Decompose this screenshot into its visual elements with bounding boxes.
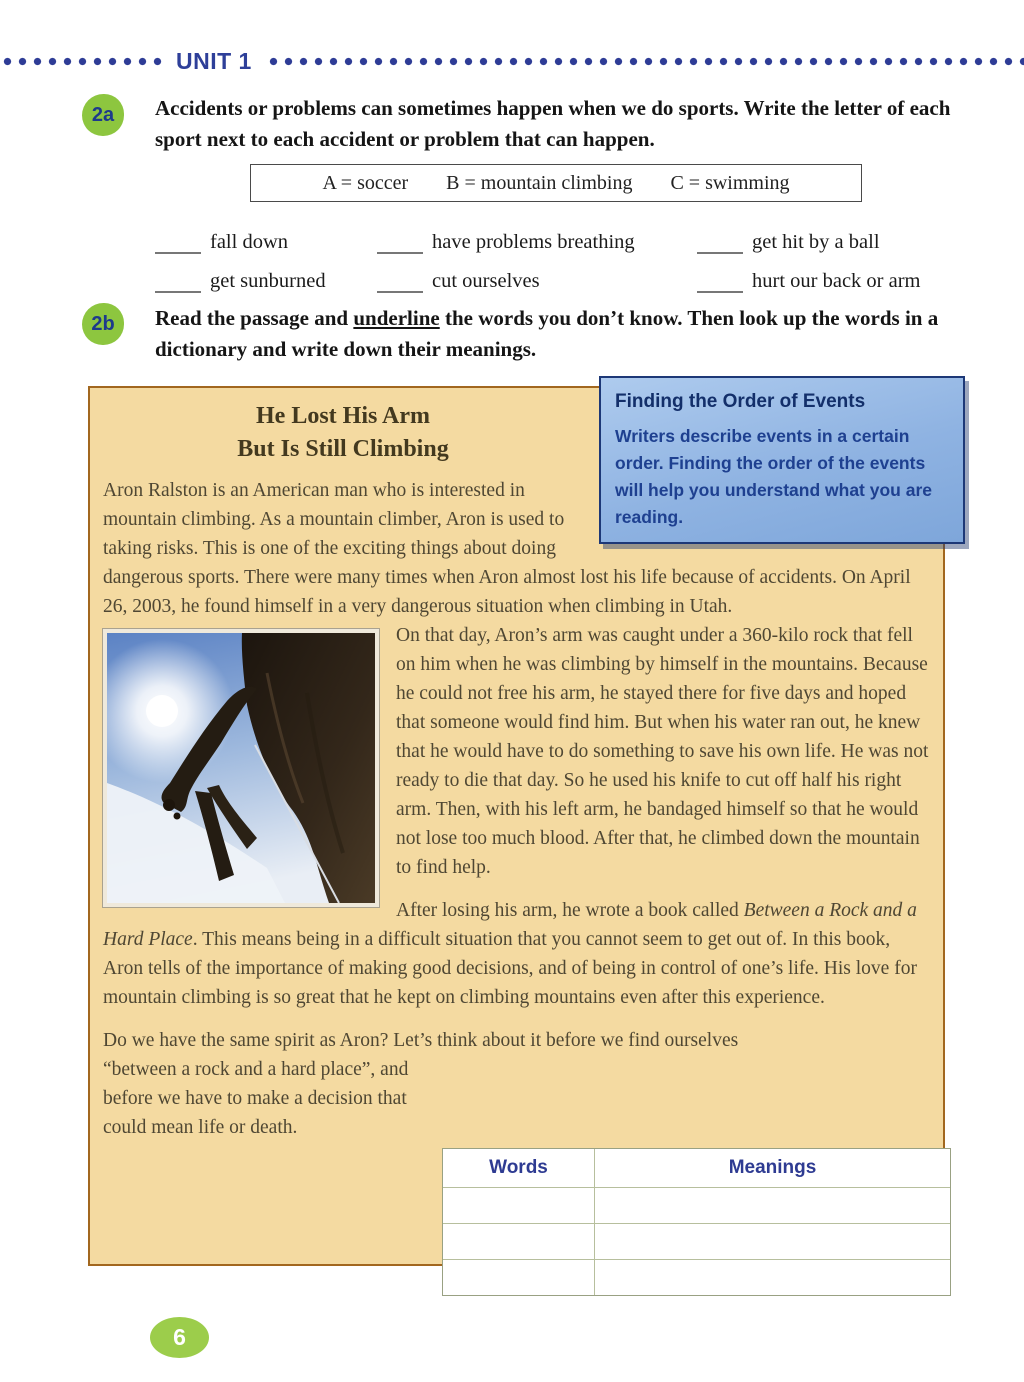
passage-paragraph-2: On that day, Aron’s arm was caught under a 360-kilo rock that fell on him when he was climbing by himself in the mountains. Because he could not free his arm, he stayed there for five days and hoped that someone would find him. But when his water ran out, he knew that he would have to do something to save his own life. He was not ready to die that day. So he used his knife to cut off half his right arm. Then, with his left arm, he bandaged himself so that he would not lose too much blood. After that, he climbed down the mountain to find help. <box>396 625 929 878</box>
strategy-title: Finding the Order of Events <box>615 391 866 412</box>
key-mountain-climbing: B = mountain climbing <box>446 171 633 194</box>
word-cell-empty[interactable] <box>443 1224 594 1259</box>
dotted-rule-left <box>0 57 162 66</box>
fill-item-label: get hit by a ball <box>752 231 880 253</box>
words-meanings-table <box>442 1148 951 1296</box>
section-2b-badge: 2b <box>82 303 124 345</box>
fill-item <box>697 263 970 293</box>
word-cell-empty[interactable] <box>443 1188 594 1223</box>
answer-blank[interactable] <box>155 234 201 254</box>
passage-paragraph-4-rest: “between a rock and a hard place”, and before we have to make a decision that could mean life or death. <box>103 1059 409 1138</box>
fill-item-label: have problems breathing <box>432 231 635 253</box>
table-row <box>443 1259 950 1295</box>
answer-blank[interactable] <box>155 273 201 293</box>
passage-paragraph-3 <box>103 896 929 1012</box>
fill-item <box>697 224 970 254</box>
table-header-row <box>443 1149 950 1187</box>
underlined-word: underline <box>353 306 440 330</box>
reading-strategy-box <box>599 376 965 544</box>
key-swimming: C = swimming <box>670 171 790 194</box>
unit-title: UNIT 1 <box>176 47 252 74</box>
paragraph-text: . This means being in a difficult situation that you cannot seem to get out of. In this book, Aron tells of the importance of making good decisions, and of being in control of one’s life. His love for mountain climbing is so great that he kept on climbing mountains even after this experience. <box>103 929 917 1008</box>
fill-item-label: get sunburned <box>210 270 326 292</box>
instruction-text: the words you don’t know. Then look up the words in a dictionary and write down their meanings. <box>155 306 939 361</box>
climber-photo <box>103 629 379 907</box>
section-2a-badge: 2a <box>82 94 124 136</box>
words-column-header: Words <box>489 1157 548 1178</box>
meaning-cell-empty[interactable] <box>594 1260 950 1295</box>
climber-photo-art <box>107 633 375 903</box>
table-row <box>443 1187 950 1223</box>
fill-item <box>377 263 697 293</box>
fill-item <box>155 263 377 293</box>
section-2b-instruction <box>155 303 955 365</box>
passage-paragraph-4-line1: Do we have the same spirit as Aron? Let’s think about it before we find ourselves <box>103 1030 739 1051</box>
answer-blank[interactable] <box>377 273 423 293</box>
passage-title-line2: But Is Still Climbing <box>237 436 449 462</box>
table-row <box>443 1223 950 1259</box>
book-title: Between a Rock and a Hard Place <box>103 900 917 950</box>
fill-item <box>377 224 697 254</box>
unit-header <box>0 48 1024 74</box>
meaning-cell-empty[interactable] <box>594 1188 950 1223</box>
reading-passage-box <box>88 386 945 1266</box>
passage-title-line1: He Lost His Arm <box>256 403 430 429</box>
section-2a-instruction: Accidents or problems can sometimes happen when we do sports. Write the letter of each sport next to each accident or problem that can happen. <box>155 96 951 151</box>
fill-item <box>155 224 377 254</box>
sports-key-box <box>250 164 862 202</box>
accident-items <box>155 224 970 293</box>
dotted-rule-right <box>266 57 1024 66</box>
key-soccer: A = soccer <box>322 171 409 194</box>
fill-item-label: fall down <box>210 231 288 253</box>
meaning-cell-empty[interactable] <box>594 1224 950 1259</box>
strategy-body: Writers describe events in a certain order. Finding the order of the events will help you understand what you are reading. <box>615 426 932 527</box>
word-cell-empty[interactable] <box>443 1260 594 1295</box>
answer-blank[interactable] <box>377 234 423 254</box>
passage-paragraph-1: Aron Ralston is an American man who is interested in mountain climbing. As a mountain climber, Aron is used to taking risks. This is one of the exciting things about doing dangerous sports. There were many times when Aron almost lost his life because of accidents. On April 26, 2003, he found himself in a very dangerous situation when climbing in Utah. <box>103 480 911 617</box>
paragraph-text: After losing his arm, he wrote a book called <box>396 900 744 921</box>
answer-blank[interactable] <box>697 273 743 293</box>
fill-item-label: hurt our back or arm <box>752 270 921 292</box>
fill-item-label: cut ourselves <box>432 270 540 292</box>
instruction-text: Read the passage and <box>155 306 354 330</box>
answer-blank[interactable] <box>697 234 743 254</box>
page-number-badge: 6 <box>150 1317 209 1358</box>
meanings-column-header: Meanings <box>594 1149 950 1187</box>
